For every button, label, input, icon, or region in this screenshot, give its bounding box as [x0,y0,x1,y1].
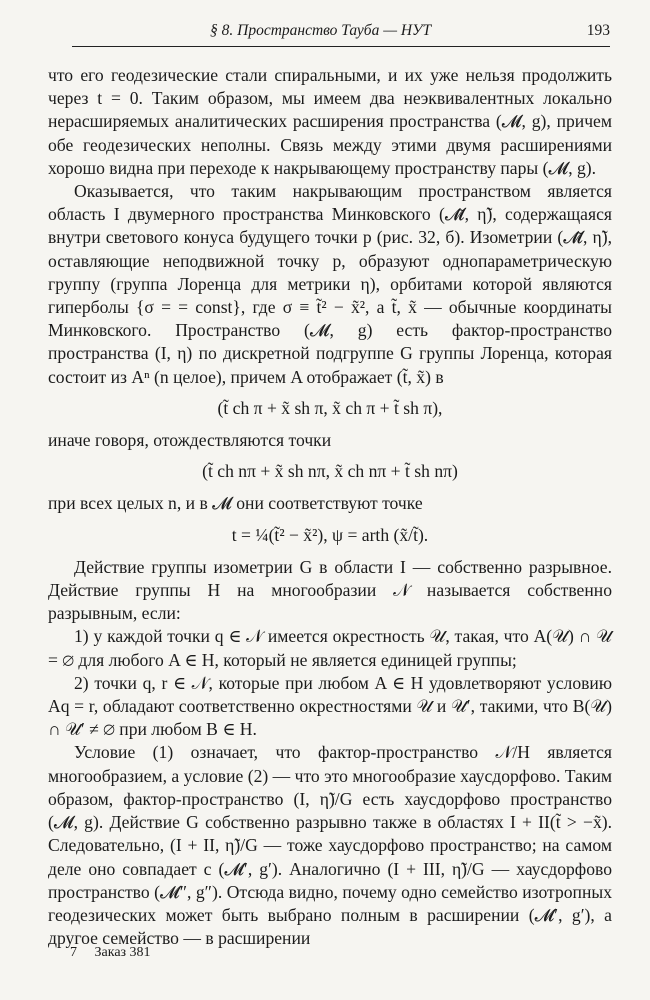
paragraph-discontinuous-action: Действие группы изометрии G в области I — собственно разрывное. Действие группы H на многообразии 𝒩 называется собственно разрывным, если: [48,556,612,624]
formula-map-an: (t̃ ch nπ + x̃ sh nπ, x̃ ch nπ + t̃ sh nπ) [202,461,458,482]
formula-map-a: (t̃ ch π + x̃ sh π, x̃ ch π + t̃ sh π), [217,397,443,418]
condition-2: 2) точки q, r ∈ 𝒩, которые при любом A ∈ H удовлетворяют условию Aq = r, обладают соответственно окрестностями 𝒰 и 𝒰′, такими, что B(𝒰) ∩ 𝒰′ ≠ ∅ при любом B ∈ H. [48,672,612,740]
page-number: 193 [586,22,610,39]
formula-t-psi: t = ¼(t̃² − x̃²), ψ = arth (x̃/t̃). [231,524,429,545]
paragraph-hausdorff: Условие (1) означает, что фактор-пространство 𝒩/H является многообразием, а условие (2) — что это многообразие хаусдорфово. Таким образом, фактор-пространство (I, η̃)/G есть хаусдорфово пространство (𝓜, g). Действие G собственно разрывно также в областях I + II(t̃ > −x̃). Следовательно, (I + II, η̃)/G — тоже хаусдорфово пространство; на самом деле оно совпадает с (𝓜′, g′). Аналогично (I + III, η̃)/G — хаусдорфово пространство (𝓜″, g″). Отсюда видно, почему одно семейство изотропных геодезических может быть выбрано полным в расширении (𝓜′, g′), а другое семейство — в расширении [48,742,612,949]
condition-1: 1) у каждой точки q ∈ 𝒩 имеется окрестность 𝒰, такая, что A(𝒰) ∩ 𝒰 = ∅ для любого A ∈ H, который не является единицей группы; [48,626,612,670]
paragraph-identified-points: иначе говоря, отождествляются точки [48,430,332,451]
running-title: § 8. Пространство Тауба — НУТ [210,22,432,39]
order-text: Заказ 381 [94,945,151,960]
printer-signature [70,945,151,961]
running-header [72,22,610,47]
paragraph-continuation: что его геодезические стали спиральными, и их уже нельзя продолжить через t = 0. Таким образом, мы имеем два неэквивалентных локально нерасширяемых аналитических расширения пространства (𝓜, g), причем обе геодезических неполны. Связь между этими двумя расширениями хорошо видна при переходе к накрывающему пространству пары (𝓜, g). [48,65,612,178]
page-body [48,64,612,950]
paragraph-corresponding-point: при всех целых n, и в 𝓜 они соответствуют точке [48,493,423,514]
signature-number: 7 [70,945,77,960]
paragraph-covering-space: Оказывается, что таким накрывающим пространством является область I двумерного пространства Минковского (𝓜̃, η̃), содержащаяся внутри светового конуса будущего точки p (рис. 32, б). Изометрии (𝓜̃, η̃), оставляющие неподвижной точку p, образуют однопараметрическую группу (группа Лоренца для метрики η), орбитами которой являются гиперболы {σ = = const}, где σ ≡ t̃² − x̃², a t̃, x̃ — обычные координаты Минковского. Пространство (𝓜, g) есть фактор-пространство пространства (I, η) по дискретной подгруппе G группы Лоренца, которая состоит из Aⁿ (n целое), причем A отображает (t̃, x̃) в [48,181,612,387]
